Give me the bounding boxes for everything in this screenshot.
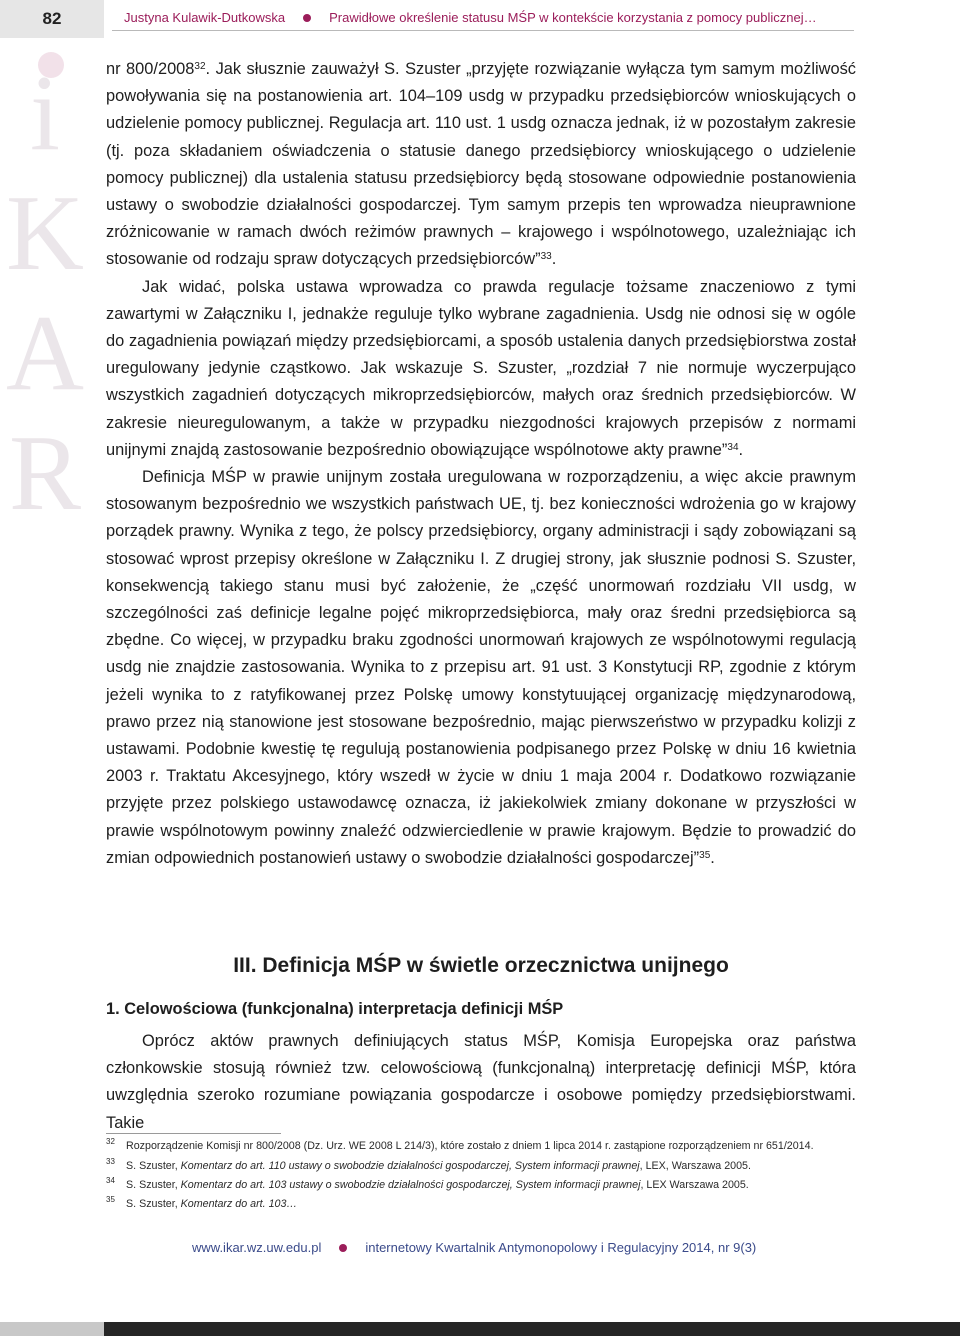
p3-text-a: Definicja MŚP w prawie unijnym została uregulowana w rozporządzeniu, a więc akcie prawnym stosowanym bezpośrednio we wszystkich państwach UE, tj. bez konieczności wdrożenia go w krajowy porządek prawny. Wynika z tego, że polscy przedsiębiorcy, organy administracji i sądy zobowiązani są stosować wprost przepisy określone w Załączniku I. Z drugiej strony, jak słusznie podnosi S. Szuster, konsekwencją takiego stanu musi być założenie, że „część unormowań rozdziału VII usdg, w szczególności zaś definicje legalne pojęć mikroprzedsiębiorca, mały oraz średni przedsiębiorca są zbędne. Co więcej, w przypadku braku zgodności unormowań krajowych ze wspólnotowymi regulacją usdg nie znajdzie zastosowania. Wynika to z przepisu art. 91 ust. 3 Konstytucji RP, zgodnie z którym jeżeli wynika to z ratyfikowanej przez Polskę umowy konstytuującej organizację międzynarodową, prawo przez nią stanowione jest stosowane bezpośrednio, mając pierwszeństwo w przypadku kolizji z ustawami. Podobnie kwestię tę regulują postanowienia podpisanego przez Polskę w dniu 16 kwietnia 2003 r. Traktatu Akcesyjnego, który wszedł w życie w dniu 1 maja 2004 r. Dodatkowo rozwiązanie przyjęte przez polskiego ustawodawcę oznacza, iż jakiekolwiek zmiany dokonane w przyszłości w prawie wspólnotowym powinny znaleźć odzwierciedlenie w prawie krajowym. Będzie to prowadzić do zmian odpowiednich postanowień ustawy o swobodzie działalności gospodarczej” [106, 468, 856, 867]
p2-text-a: Jak widać, polska ustawa wprowadza co prawda regulacje tożsame znaczeniowo z tymi zawartymi w Załączniku I, jednakże reguluje tylko wybrane zagadnienia. Usdg nie odnosi się w ogóle do zagadnienia powiązań między przedsiębiorcami, a sposób ustalenia danych przedsiębiorstwa został uregulowany jedynie cząstkowo. Jak wskazuje S. Szuster, „rozdział 7 nie normuje wyczerpująco wszystkich zagadnień dotyczących mikroprzedsiębiorców, małych oraz średnich przedsiębiorców. W zakresie nieuregulowanym, a także w przypadku niezgodności krajowych przepisów z normami unijnymi znajdą zastosowanie bezpośrednio obowiązujące wspólnotowe akty prawne” [106, 277, 856, 459]
footer-url[interactable]: www.ikar.wz.uw.edu.pl [192, 1240, 322, 1255]
paragraph-4: Oprócz aktów prawnych definiujących status MŚP, Komisja Europejska oraz państwa członkowskie stosują również tzw. celowościową (funkcjonalną) interpretację definicji MŚP, która uwzględnia szeroko rozumiane powiązania gospodarcze i osobowe pomiędzy przedsiębiorstwami. Takie [106, 1032, 856, 1132]
footnote-number: 33 [106, 1157, 115, 1166]
running-header [124, 10, 817, 25]
p2-text-b: . [738, 440, 744, 459]
footnote-divider [106, 1133, 281, 1134]
page-number: 82 [0, 0, 104, 38]
header-author: Justyna Kulawik-Dutkowska [124, 10, 286, 25]
logo-letter-i: i [29, 54, 60, 173]
footnote-ref-34: 34 [727, 441, 739, 453]
header-title: Prawidłowe określenie statusu MŚP w kontekście korzystania z pomocy publicznej… [329, 10, 817, 25]
bottom-bar-left [0, 1322, 104, 1336]
bottom-bar-right [104, 1322, 960, 1336]
subsection-heading: 1. Celowościowa (funkcjonalna) interpretacja definicji MŚP [106, 1000, 564, 1018]
footnote-ref-35: 35 [699, 849, 711, 861]
footnote-number: 32 [106, 1137, 115, 1146]
p3-text-b: . [710, 848, 715, 867]
footer-journal: internetowy Kwartalnik Antymonopolowy i Regulacyjny 2014, nr 9(3) [365, 1240, 757, 1255]
footnote-number: 34 [106, 1176, 115, 1185]
footnote-text: S. Szuster, Komentarz do art. 110 ustawy o swobodzie działalności gospodarczej, System informacji prawnej, LEX, Warszawa 2005. [126, 1160, 751, 1172]
paragraph-1 [106, 56, 856, 274]
header-divider [112, 30, 854, 31]
p1-text-a: nr 800/2008 [106, 60, 195, 78]
footer-bullet [339, 1244, 347, 1252]
section-heading: III. Definicja MŚP w świetle orzecznictwa unijnego [233, 954, 729, 977]
page-footer [192, 1240, 756, 1255]
footnote-number: 35 [106, 1195, 115, 1204]
logo-letter-a: A [6, 294, 84, 413]
paragraph-3 [106, 464, 856, 872]
footnote-ref-32: 32 [194, 61, 206, 72]
footnote-text: Rozporządzenie Komisji nr 800/2008 (Dz. Urz. WE 2008 L 214/3), które zostało z dniem 1 lipca 2014 r. zastąpione rozporządzeniem nr 651/2014. [126, 1140, 814, 1152]
logo-letter-r: R [8, 414, 82, 533]
footnote-ref-33: 33 [540, 251, 552, 263]
paragraph-2 [106, 274, 856, 464]
footnote-text: S. Szuster, Komentarz do art. 103 ustawy o swobodzie działalności gospodarczej, System informacji prawnej, LEX Warszawa 2005. [126, 1179, 749, 1191]
logo-letter-k: K [6, 174, 84, 293]
header-bullet [303, 14, 311, 22]
footnote-text: S. Szuster, Komentarz do art. 103… [126, 1198, 298, 1210]
body-text-2 [106, 1028, 856, 1137]
body-text [106, 56, 856, 872]
p1-text-b: . Jak słusznie zauważył S. Szuster „przyjęte rozwiązanie wyłącza tym samym możliwość powoływania się na postanowienia art. 104–109 usdg w przypadku przedsiębiorców wnioskujących o udzielenie pomocy publicznej. Regulacja art. 110 ust. 1 usdg oznacza jednak, iż w pozostałym zakresie (tj. poza składaniem oświadczenia o statusie danego przedsiębiorcy wnioskującego o udzielenie pomocy publicznej) dla ustalenia statusu przedsiębiorcy będą stosowane odpowiednie postanowienia ustawy o swobodzie działalności gospodarczej. Tym samym przepis ten wprowadza nieuprawnione zróżnicowanie w ramach dwóch reżimów prawnych – krajowego i wspólnotowego, uzależniając ich stosowanie od rodzaju spraw dotyczących przedsiębiorców” [106, 60, 856, 269]
p1-text-c: . [551, 250, 557, 269]
